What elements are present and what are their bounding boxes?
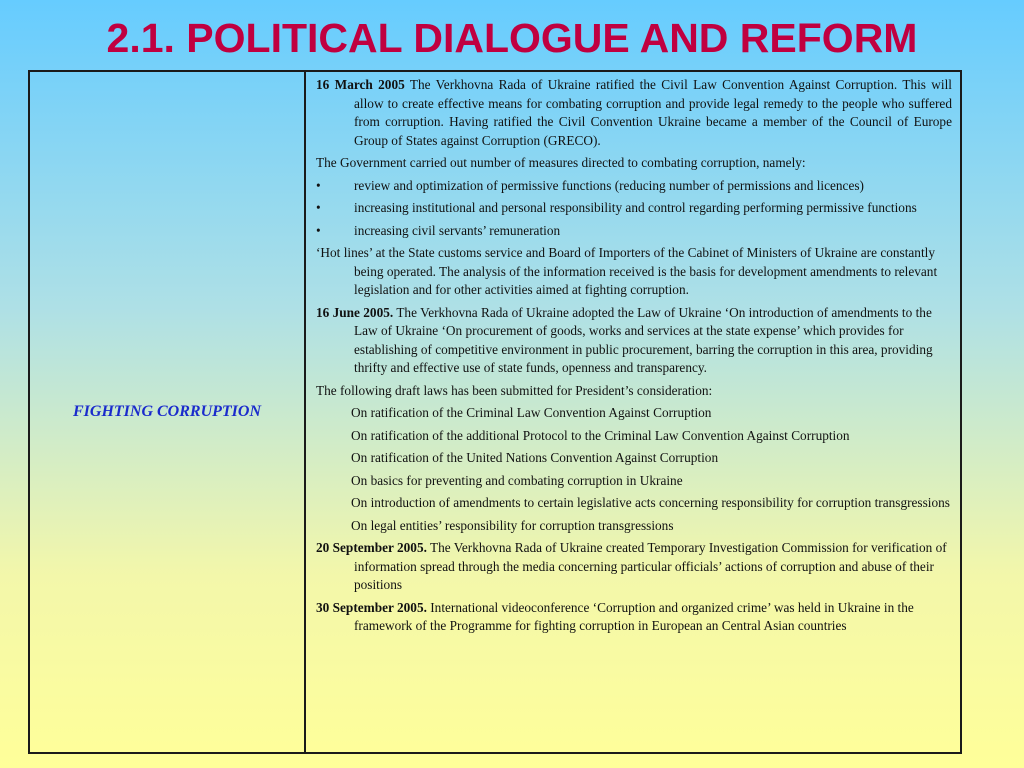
- entry-date: 20 September 2005.: [316, 540, 427, 555]
- draft-law-item: On ratification of the United Nations Convention Against Corruption: [351, 450, 719, 465]
- draft-law-item: On ratification of the additional Protocol to the Criminal Law Convention Against Corruption: [351, 427, 850, 443]
- bullet-icon: •: [316, 200, 321, 215]
- entry-paragraph: [316, 539, 952, 595]
- content-table: [28, 70, 962, 754]
- bullet-icon: •: [316, 222, 321, 238]
- measures-intro: The Government carried out number of measures directed to combating corruption, namely:: [316, 155, 806, 170]
- draft-law-item: On introduction of amendments to certain legislative acts concerning responsibility for corruption transgressions: [351, 495, 950, 510]
- entry-text: The Verkhovna Rada of Ukraine adopted the Law of Ukraine ‘On introduction of amendments to the Law of Ukraine ‘On procurement of goods, works and services at the state expense’ which provides for establishing of competitive environment in public procurement, barring the corruption in this area, providing thrifty and effective use of state funds, openness and transparency.: [354, 304, 933, 375]
- entry-text: The Verkhovna Rada of Ukraine created Temporary Investigation Commission for verification of information spread through the media concerning particular officials’ actions of corruption and abuse of their positions: [354, 540, 947, 592]
- draft-law-item: On ratification of the Criminal Law Convention Against Corruption: [351, 405, 712, 420]
- list-item-text: increasing institutional and personal responsibility and control regarding performing permissive functions: [354, 200, 917, 215]
- details-cell: [306, 72, 960, 752]
- list-item: [316, 177, 952, 196]
- hotlines-paragraph: ‘Hot lines’ at the State customs service and Board of Importers of the Cabinet of Ministers of Ukraine are constantly being operated. The analysis of the information received is the basis for development amendments to relevant legislation and for other activities aimed at fighting corruption.: [316, 245, 938, 297]
- entry-date: 16 June 2005.: [316, 304, 394, 320]
- bullet-icon: •: [316, 177, 321, 193]
- category-cell: [30, 72, 306, 752]
- entry-paragraph: [316, 304, 952, 378]
- drafts-intro: The following draft laws has been submitted for President’s consideration:: [316, 382, 713, 398]
- draft-law-item: On legal entities’ responsibility for corruption transgressions: [351, 517, 674, 533]
- slide-title: 2.1. POLITICAL DIALOGUE AND REFORM: [106, 15, 918, 61]
- entry-paragraph: [316, 599, 952, 636]
- list-item-text: increasing civil servants’ remuneration: [354, 222, 561, 238]
- category-label: FIGHTING CORRUPTION: [72, 403, 261, 420]
- entry-date: 16 March 2005: [316, 77, 405, 92]
- draft-law-item: On basics for preventing and combating corruption in Ukraine: [351, 472, 683, 488]
- entry-date: 30 September 2005.: [316, 599, 427, 615]
- list-item: [316, 199, 952, 218]
- entry-text: International videoconference ‘Corruption and organized crime’ was held in Ukraine in the framework of the Programme for fighting corruption in European an Central Asian countries: [354, 599, 914, 633]
- entry-text: The Verkhovna Rada of Ukraine ratified the Civil Law Convention Against Corruption. This will allow to create effective means for combating corruption and provide legal remedy to the people who suffered from corruption. Having ratified the Civil Convention Ukraine became a member of the Council of Europe Group of States against Corruption (GRECO).: [354, 77, 952, 148]
- list-item: [316, 222, 952, 241]
- entry-paragraph: [316, 76, 952, 150]
- list-item-text: review and optimization of permissive functions (reducing number of permissions and licences): [354, 177, 864, 193]
